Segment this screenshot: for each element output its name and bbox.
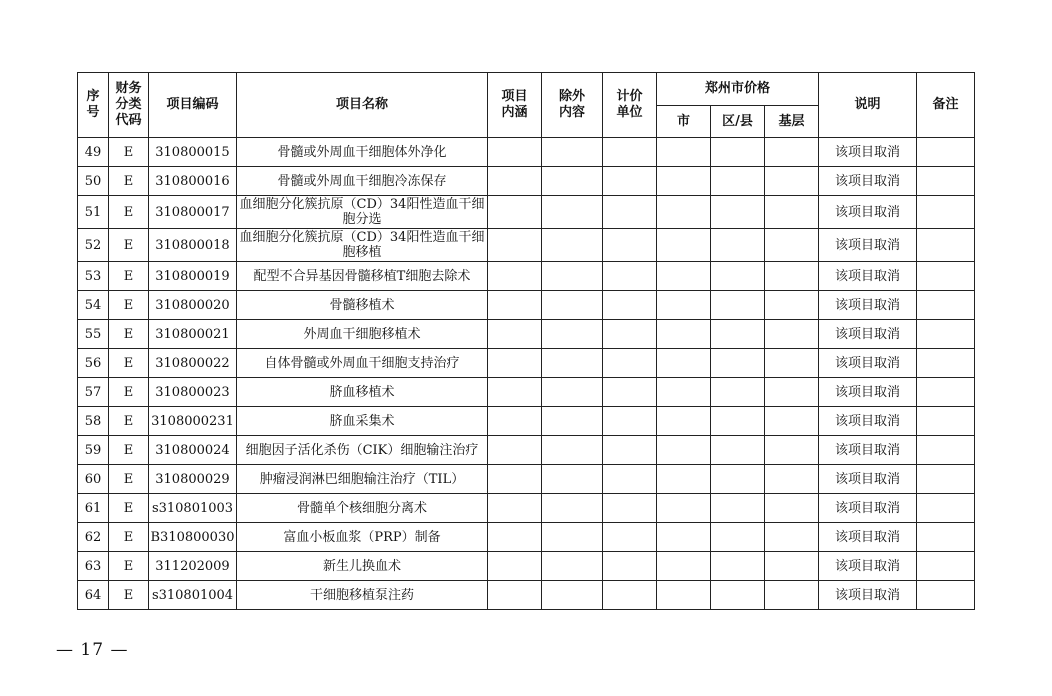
- cell-remarks: [917, 167, 975, 196]
- cell-unit: [603, 167, 657, 196]
- table-row: [78, 167, 975, 196]
- cell-item-code: 310800023: [149, 378, 237, 407]
- cell-note: 该项目取消: [819, 494, 917, 523]
- cell-grassroots-price: [765, 196, 819, 229]
- table-row: [78, 407, 975, 436]
- header-district: 区/县: [711, 106, 765, 138]
- cell-grassroots-price: [765, 229, 819, 262]
- cell-item-name: 自体骨髓或外周血干细胞支持治疗: [237, 349, 488, 378]
- cell-note: 该项目取消: [819, 262, 917, 291]
- cell-fin-code: E: [109, 407, 149, 436]
- table-row: [78, 196, 975, 229]
- cell-note: 该项目取消: [819, 436, 917, 465]
- cell-unit: [603, 229, 657, 262]
- cell-exclusion: [542, 552, 603, 581]
- cell-fin-code: E: [109, 320, 149, 349]
- cell-unit: [603, 291, 657, 320]
- table-header: [78, 73, 975, 138]
- cell-city-price: [657, 494, 711, 523]
- cell-content: [488, 320, 542, 349]
- cell-district-price: [711, 581, 765, 610]
- cell-unit: [603, 494, 657, 523]
- cell-fin-code: E: [109, 196, 149, 229]
- cell-item-name: 脐血采集术: [237, 407, 488, 436]
- cell-district-price: [711, 138, 765, 167]
- cell-item-code: 310800022: [149, 349, 237, 378]
- cell-item-name: 肿瘤浸润淋巴细胞输注治疗（TIL）: [237, 465, 488, 494]
- cell-item-code: s310801004: [149, 581, 237, 610]
- cell-note: 该项目取消: [819, 581, 917, 610]
- cell-remarks: [917, 581, 975, 610]
- cell-seq: 54: [78, 291, 109, 320]
- header-fin-code-line2: 分类: [115, 97, 142, 112]
- cell-content: [488, 138, 542, 167]
- header-unit-line2: 单位: [616, 105, 643, 120]
- cell-item-name: 配型不合异基因骨髓移植T细胞去除术: [237, 262, 488, 291]
- cell-remarks: [917, 494, 975, 523]
- cell-unit: [603, 523, 657, 552]
- cell-fin-code: E: [109, 291, 149, 320]
- table-row: [78, 465, 975, 494]
- cell-fin-code: E: [109, 229, 149, 262]
- table-row: [78, 494, 975, 523]
- cell-item-name: 新生儿换血术: [237, 552, 488, 581]
- cell-remarks: [917, 465, 975, 494]
- cell-grassroots-price: [765, 581, 819, 610]
- cell-item-code: 310800015: [149, 138, 237, 167]
- cell-seq: 59: [78, 436, 109, 465]
- cell-exclusion: [542, 291, 603, 320]
- cell-city-price: [657, 465, 711, 494]
- cell-remarks: [917, 436, 975, 465]
- header-unit: [603, 73, 657, 138]
- cell-remarks: [917, 378, 975, 407]
- table-row: [78, 436, 975, 465]
- cell-remarks: [917, 229, 975, 262]
- cell-grassroots-price: [765, 465, 819, 494]
- cell-exclusion: [542, 465, 603, 494]
- header-fin-code: [109, 73, 149, 138]
- cell-exclusion: [542, 138, 603, 167]
- header-price-group: 郑州市价格: [657, 73, 819, 106]
- cell-content: [488, 291, 542, 320]
- cell-exclusion: [542, 229, 603, 262]
- cell-fin-code: E: [109, 167, 149, 196]
- cell-exclusion: [542, 436, 603, 465]
- table-row: [78, 291, 975, 320]
- cell-exclusion: [542, 581, 603, 610]
- cell-item-code: 310800029: [149, 465, 237, 494]
- cell-note: 该项目取消: [819, 320, 917, 349]
- cell-city-price: [657, 262, 711, 291]
- cell-content: [488, 349, 542, 378]
- cell-fin-code: E: [109, 523, 149, 552]
- cell-exclusion: [542, 494, 603, 523]
- cell-item-name: 骨髓单个核细胞分离术: [237, 494, 488, 523]
- header-item-name: 项目名称: [237, 73, 488, 138]
- cell-exclusion: [542, 378, 603, 407]
- cell-city-price: [657, 196, 711, 229]
- header-seq-label: 序号: [86, 89, 100, 120]
- header-item-code: 项目编码: [149, 73, 237, 138]
- cell-district-price: [711, 465, 765, 494]
- header-exclusion-line1: 除外: [558, 89, 585, 104]
- header-exclusion: [542, 73, 603, 138]
- cell-district-price: [711, 523, 765, 552]
- cell-item-name: 干细胞移植泵注药: [237, 581, 488, 610]
- cell-district-price: [711, 291, 765, 320]
- cell-seq: 62: [78, 523, 109, 552]
- cell-remarks: [917, 552, 975, 581]
- cell-note: 该项目取消: [819, 291, 917, 320]
- header-fin-code-line3: 代码: [115, 113, 142, 128]
- cell-note: 该项目取消: [819, 349, 917, 378]
- cell-unit: [603, 581, 657, 610]
- cell-content: [488, 407, 542, 436]
- cell-remarks: [917, 291, 975, 320]
- cell-item-code: 310800021: [149, 320, 237, 349]
- cell-item-code: 310800016: [149, 167, 237, 196]
- cell-exclusion: [542, 262, 603, 291]
- cell-grassroots-price: [765, 552, 819, 581]
- cell-district-price: [711, 320, 765, 349]
- cell-item-name: 骨髓或外周血干细胞冷冻保存: [237, 167, 488, 196]
- cell-content: [488, 581, 542, 610]
- cell-city-price: [657, 552, 711, 581]
- cell-unit: [603, 138, 657, 167]
- cell-district-price: [711, 167, 765, 196]
- header-remarks: 备注: [917, 73, 975, 138]
- cell-grassroots-price: [765, 167, 819, 196]
- cell-item-code: 310800019: [149, 262, 237, 291]
- cell-item-name: 细胞因子活化杀伤（CIK）细胞输注治疗: [237, 436, 488, 465]
- cell-note: 该项目取消: [819, 465, 917, 494]
- cell-district-price: [711, 349, 765, 378]
- cell-unit: [603, 552, 657, 581]
- cell-remarks: [917, 523, 975, 552]
- cell-item-name: 血细胞分化簇抗原（CD）34阳性造血干细胞分选: [237, 196, 488, 229]
- cell-seq: 57: [78, 378, 109, 407]
- cell-fin-code: E: [109, 349, 149, 378]
- header-city: 市: [657, 106, 711, 138]
- cell-content: [488, 494, 542, 523]
- cell-note: 该项目取消: [819, 407, 917, 436]
- cell-item-code: 311202009: [149, 552, 237, 581]
- cell-fin-code: E: [109, 494, 149, 523]
- cell-fin-code: E: [109, 138, 149, 167]
- cell-grassroots-price: [765, 436, 819, 465]
- header-grassroots: 基层: [765, 106, 819, 138]
- cell-city-price: [657, 291, 711, 320]
- cell-seq: 63: [78, 552, 109, 581]
- cell-fin-code: E: [109, 581, 149, 610]
- table-row: [78, 581, 975, 610]
- header-unit-line1: 计价: [616, 89, 643, 104]
- cell-item-name: 脐血移植术: [237, 378, 488, 407]
- header-seq: [78, 73, 109, 138]
- cell-unit: [603, 436, 657, 465]
- cell-seq: 53: [78, 262, 109, 291]
- cell-grassroots-price: [765, 378, 819, 407]
- cell-item-code: 310800020: [149, 291, 237, 320]
- price-adjustment-table: [77, 72, 975, 610]
- cell-unit: [603, 196, 657, 229]
- cell-item-code: 3108000231: [149, 407, 237, 436]
- cell-content: [488, 523, 542, 552]
- cell-exclusion: [542, 320, 603, 349]
- cell-content: [488, 465, 542, 494]
- cell-city-price: [657, 349, 711, 378]
- cell-note: 该项目取消: [819, 196, 917, 229]
- cell-unit: [603, 407, 657, 436]
- cell-district-price: [711, 262, 765, 291]
- cell-city-price: [657, 229, 711, 262]
- cell-city-price: [657, 407, 711, 436]
- cell-grassroots-price: [765, 291, 819, 320]
- page-number: — 17 —: [56, 640, 129, 660]
- cell-grassroots-price: [765, 494, 819, 523]
- cell-content: [488, 552, 542, 581]
- cell-district-price: [711, 407, 765, 436]
- cell-remarks: [917, 196, 975, 229]
- cell-city-price: [657, 167, 711, 196]
- cell-remarks: [917, 138, 975, 167]
- table-row: [78, 262, 975, 291]
- cell-fin-code: E: [109, 378, 149, 407]
- cell-district-price: [711, 378, 765, 407]
- cell-seq: 51: [78, 196, 109, 229]
- cell-unit: [603, 465, 657, 494]
- cell-item-name: 血细胞分化簇抗原（CD）34阳性造血干细胞移植: [237, 229, 488, 262]
- cell-district-price: [711, 196, 765, 229]
- cell-seq: 56: [78, 349, 109, 378]
- cell-item-name: 骨髓移植术: [237, 291, 488, 320]
- header-content-line2: 内涵: [501, 105, 528, 120]
- cell-note: 该项目取消: [819, 167, 917, 196]
- cell-item-name: 富血小板血浆（PRP）制备: [237, 523, 488, 552]
- cell-exclusion: [542, 407, 603, 436]
- cell-exclusion: [542, 196, 603, 229]
- cell-item-code: 310800017: [149, 196, 237, 229]
- cell-note: 该项目取消: [819, 552, 917, 581]
- cell-remarks: [917, 349, 975, 378]
- cell-fin-code: E: [109, 552, 149, 581]
- cell-item-name: 骨髓或外周血干细胞体外净化: [237, 138, 488, 167]
- cell-content: [488, 436, 542, 465]
- header-fin-code-line1: 财务: [115, 81, 142, 96]
- cell-note: 该项目取消: [819, 138, 917, 167]
- cell-content: [488, 378, 542, 407]
- table-row: [78, 523, 975, 552]
- cell-district-price: [711, 552, 765, 581]
- cell-item-code: B310800030: [149, 523, 237, 552]
- cell-seq: 50: [78, 167, 109, 196]
- cell-fin-code: E: [109, 465, 149, 494]
- cell-item-name: 外周血干细胞移植术: [237, 320, 488, 349]
- cell-district-price: [711, 436, 765, 465]
- cell-seq: 58: [78, 407, 109, 436]
- cell-item-code: 310800024: [149, 436, 237, 465]
- cell-content: [488, 262, 542, 291]
- cell-content: [488, 196, 542, 229]
- cell-remarks: [917, 407, 975, 436]
- cell-grassroots-price: [765, 349, 819, 378]
- cell-grassroots-price: [765, 407, 819, 436]
- cell-seq: 49: [78, 138, 109, 167]
- cell-district-price: [711, 494, 765, 523]
- cell-city-price: [657, 436, 711, 465]
- table-row: [78, 320, 975, 349]
- header-content-line1: 项目: [501, 89, 528, 104]
- cell-fin-code: E: [109, 262, 149, 291]
- cell-note: 该项目取消: [819, 378, 917, 407]
- cell-city-price: [657, 320, 711, 349]
- cell-city-price: [657, 581, 711, 610]
- cell-city-price: [657, 378, 711, 407]
- cell-item-code: 310800018: [149, 229, 237, 262]
- cell-district-price: [711, 229, 765, 262]
- cell-grassroots-price: [765, 262, 819, 291]
- cell-city-price: [657, 523, 711, 552]
- header-notes: 说明: [819, 73, 917, 138]
- cell-unit: [603, 320, 657, 349]
- cell-seq: 61: [78, 494, 109, 523]
- cell-unit: [603, 378, 657, 407]
- table-row: [78, 349, 975, 378]
- table-row: [78, 378, 975, 407]
- cell-city-price: [657, 138, 711, 167]
- cell-unit: [603, 262, 657, 291]
- cell-seq: 55: [78, 320, 109, 349]
- cell-content: [488, 167, 542, 196]
- table-row: [78, 552, 975, 581]
- header-content: [488, 73, 542, 138]
- cell-seq: 64: [78, 581, 109, 610]
- table-row: [78, 138, 975, 167]
- table-body: [78, 138, 975, 610]
- cell-note: 该项目取消: [819, 523, 917, 552]
- cell-seq: 60: [78, 465, 109, 494]
- cell-unit: [603, 349, 657, 378]
- cell-remarks: [917, 262, 975, 291]
- cell-fin-code: E: [109, 436, 149, 465]
- cell-exclusion: [542, 349, 603, 378]
- cell-remarks: [917, 320, 975, 349]
- cell-grassroots-price: [765, 523, 819, 552]
- cell-grassroots-price: [765, 138, 819, 167]
- cell-note: 该项目取消: [819, 229, 917, 262]
- cell-seq: 52: [78, 229, 109, 262]
- table-row: [78, 229, 975, 262]
- cell-grassroots-price: [765, 320, 819, 349]
- cell-content: [488, 229, 542, 262]
- header-exclusion-line2: 内容: [558, 105, 585, 120]
- cell-item-code: s310801003: [149, 494, 237, 523]
- cell-exclusion: [542, 523, 603, 552]
- cell-exclusion: [542, 167, 603, 196]
